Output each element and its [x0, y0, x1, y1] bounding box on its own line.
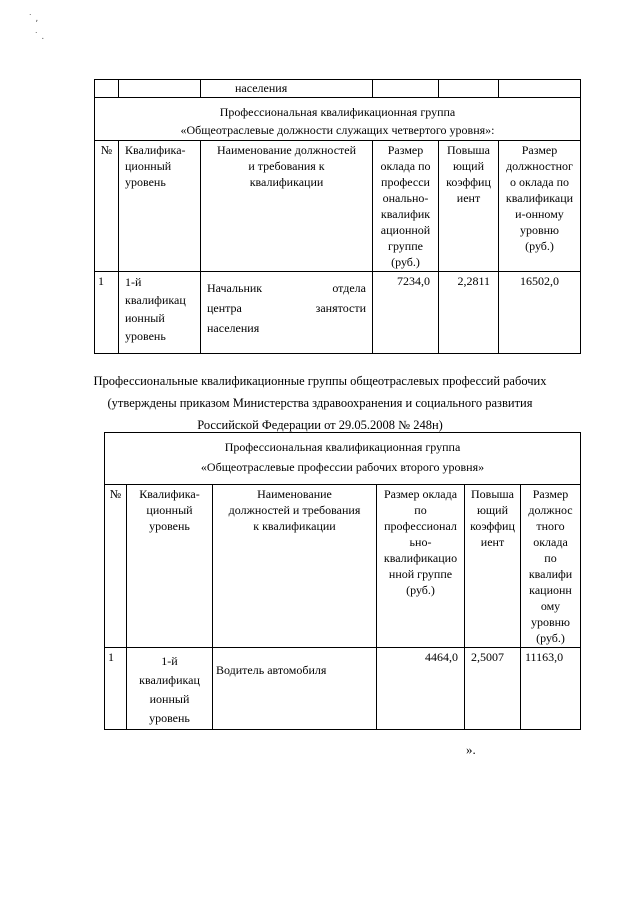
row-salary: 4464,0	[377, 648, 465, 730]
row-coef: 2,5007	[465, 648, 521, 730]
header-row	[95, 141, 581, 272]
closing-quote: ».	[466, 742, 476, 757]
group-subtitle: «Общеотраслевые должности служащих четвертого уровня»:	[180, 123, 495, 137]
header-total: Размер должностног о оклада по квалификаци и-онному уровню (руб.)	[499, 141, 581, 272]
table-cell: населения	[201, 80, 373, 98]
table-cell	[95, 80, 119, 98]
row-name-line: Начальник отдела	[207, 281, 366, 295]
group-title: Профессиональная квалификационная группа	[224, 440, 461, 454]
table-general-positions	[94, 79, 581, 354]
row-level: 1-й квалификац ионный уровень	[127, 648, 213, 730]
row-num: 1	[95, 272, 119, 354]
group-subtitle: «Общеотраслевые профессии рабочих второго уровня»	[200, 460, 485, 474]
table-cell	[119, 80, 201, 98]
header-level: Квалифика- ционный уровень	[127, 485, 213, 648]
header-num: №	[105, 485, 127, 648]
table-row	[95, 80, 581, 98]
group-title-row	[95, 98, 581, 141]
header-coef: Повыша ющий коэффиц иент	[465, 485, 521, 648]
heading-line: (утверждены приказом Министерства здравоохранения и социального развития	[107, 396, 533, 410]
row-name-line: центра занятости	[207, 301, 366, 315]
group-title-cell	[105, 433, 581, 485]
table-cell	[373, 80, 439, 98]
table-row	[105, 648, 581, 730]
header-salary: Размер оклада по профессионал ьно- квалификацио нной группе (руб.)	[377, 485, 465, 648]
row-num: 1	[105, 648, 127, 730]
header-salary: Размер оклада по професси онально- квалифик ационной группе (руб.)	[373, 141, 439, 272]
header-name: Наименование должностей и требования к квалификации	[201, 141, 373, 272]
section-heading	[60, 370, 580, 436]
row-total: 16502,0	[499, 272, 581, 354]
header-coef: Повыша ющий коэффиц иент	[439, 141, 499, 272]
header-num: №	[95, 141, 119, 272]
row-name	[201, 272, 373, 354]
table-cell	[439, 80, 499, 98]
row-total: 11163,0	[521, 648, 581, 730]
table-cell	[499, 80, 581, 98]
row-level: 1-й квалификац ионный уровень	[119, 272, 201, 354]
row-name: Водитель автомобиля	[213, 648, 377, 730]
heading-line: Профессиональные квалификационные группы общеотраслевых профессий рабочих	[93, 374, 547, 388]
row-coef: 2,2811	[439, 272, 499, 354]
scan-artifact: ˙ ,	[28, 14, 39, 24]
header-level: Квалифика- ционный уровень	[119, 141, 201, 272]
row-name-line: населения	[207, 321, 260, 335]
table-row	[95, 272, 581, 354]
header-total: Размер должнос тного оклада по квалифи кационн ому уровню (руб.)	[521, 485, 581, 648]
group-title-row	[105, 433, 581, 485]
header-name: Наименование должностей и требования к квалификации	[213, 485, 377, 648]
scan-artifact: ˙ .	[34, 32, 45, 42]
table-worker-professions	[104, 432, 581, 730]
header-row	[105, 485, 581, 648]
heading-line: Российской Федерации от 29.05.2008 № 248н)	[197, 418, 443, 432]
group-title-cell	[95, 98, 581, 141]
group-title: Профессиональная квалификационная группа	[219, 105, 456, 119]
row-salary: 7234,0	[373, 272, 439, 354]
